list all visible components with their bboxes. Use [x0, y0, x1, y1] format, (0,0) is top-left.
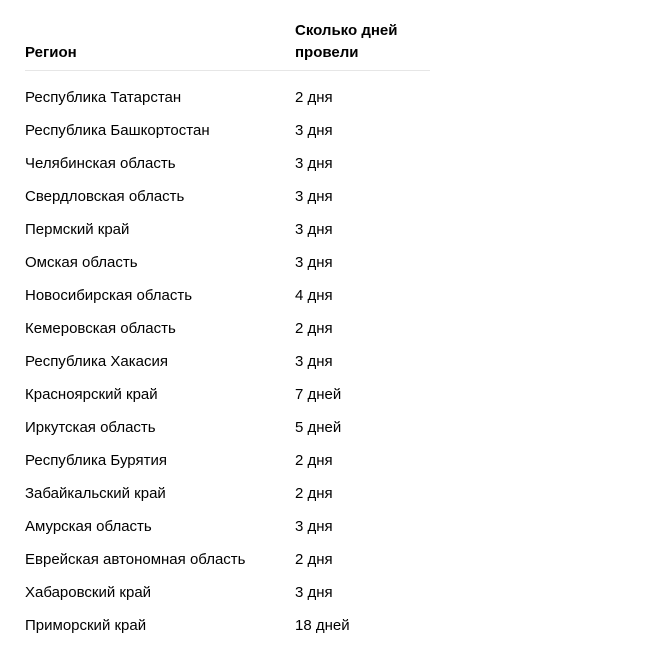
- table-header: [25, 20, 430, 71]
- cell-region: Приморский край: [25, 617, 147, 634]
- cell-region: Республика Хакасия: [25, 353, 169, 370]
- cell-region: Новосибирская область: [25, 287, 193, 304]
- cell-region: Кемеровская область: [25, 320, 176, 337]
- table-row: [25, 543, 430, 576]
- cell-days: 2 дня: [295, 320, 333, 337]
- table-row: [25, 312, 430, 345]
- cell-days: 2 дня: [295, 551, 333, 568]
- table-row: [25, 246, 430, 279]
- cell-days: 3 дня: [295, 221, 333, 238]
- cell-days: 3 дня: [295, 353, 333, 370]
- table-row: [25, 510, 430, 543]
- cell-days: 18 дней: [295, 617, 350, 634]
- cell-days: 4 дня: [295, 287, 333, 304]
- table-row: [25, 279, 430, 312]
- cell-days: 3 дня: [295, 584, 333, 601]
- cell-region: Забайкальский край: [25, 485, 166, 502]
- table-row: [25, 213, 430, 246]
- table-row: [25, 576, 430, 609]
- cell-region: Иркутская область: [25, 419, 156, 436]
- table-row: [25, 180, 430, 213]
- cell-region: Хабаровский край: [25, 584, 152, 601]
- cell-region: Челябинская область: [25, 155, 176, 172]
- table-row: [25, 477, 430, 510]
- table-row: [25, 378, 430, 411]
- table-row: [25, 444, 430, 477]
- table-row: [25, 71, 430, 115]
- cell-days: 3 дня: [295, 188, 333, 205]
- header-days: Сколько дней провели: [295, 20, 430, 71]
- cell-days: 3 дня: [295, 518, 333, 535]
- cell-days: 7 дней: [295, 386, 342, 403]
- cell-region: Омская область: [25, 254, 138, 271]
- cell-region: Амурская область: [25, 518, 152, 535]
- table-row: [25, 147, 430, 180]
- cell-region: Республика Татарстан: [25, 89, 182, 106]
- cell-region: Республика Бурятия: [25, 452, 167, 469]
- table-row: [25, 411, 430, 444]
- table-row: [25, 345, 430, 378]
- table-row: [25, 114, 430, 147]
- cell-days: 2 дня: [295, 452, 333, 469]
- cell-region: Красноярский край: [25, 386, 158, 403]
- regions-table: [25, 20, 430, 642]
- table-body: [25, 71, 430, 643]
- cell-days: 3 дня: [295, 122, 333, 139]
- cell-region: Пермский край: [25, 221, 130, 238]
- header-row: [25, 20, 430, 71]
- cell-days: 5 дней: [295, 419, 342, 436]
- cell-region: Еврейская автономная область: [25, 551, 246, 568]
- header-region: Регион: [25, 20, 295, 71]
- cell-days: 2 дня: [295, 485, 333, 502]
- cell-days: 2 дня: [295, 89, 333, 106]
- cell-region: Республика Башкортостан: [25, 122, 210, 139]
- cell-region: Свердловская область: [25, 188, 185, 205]
- cell-days: 3 дня: [295, 155, 333, 172]
- cell-days: 3 дня: [295, 254, 333, 271]
- table-row: [25, 609, 430, 642]
